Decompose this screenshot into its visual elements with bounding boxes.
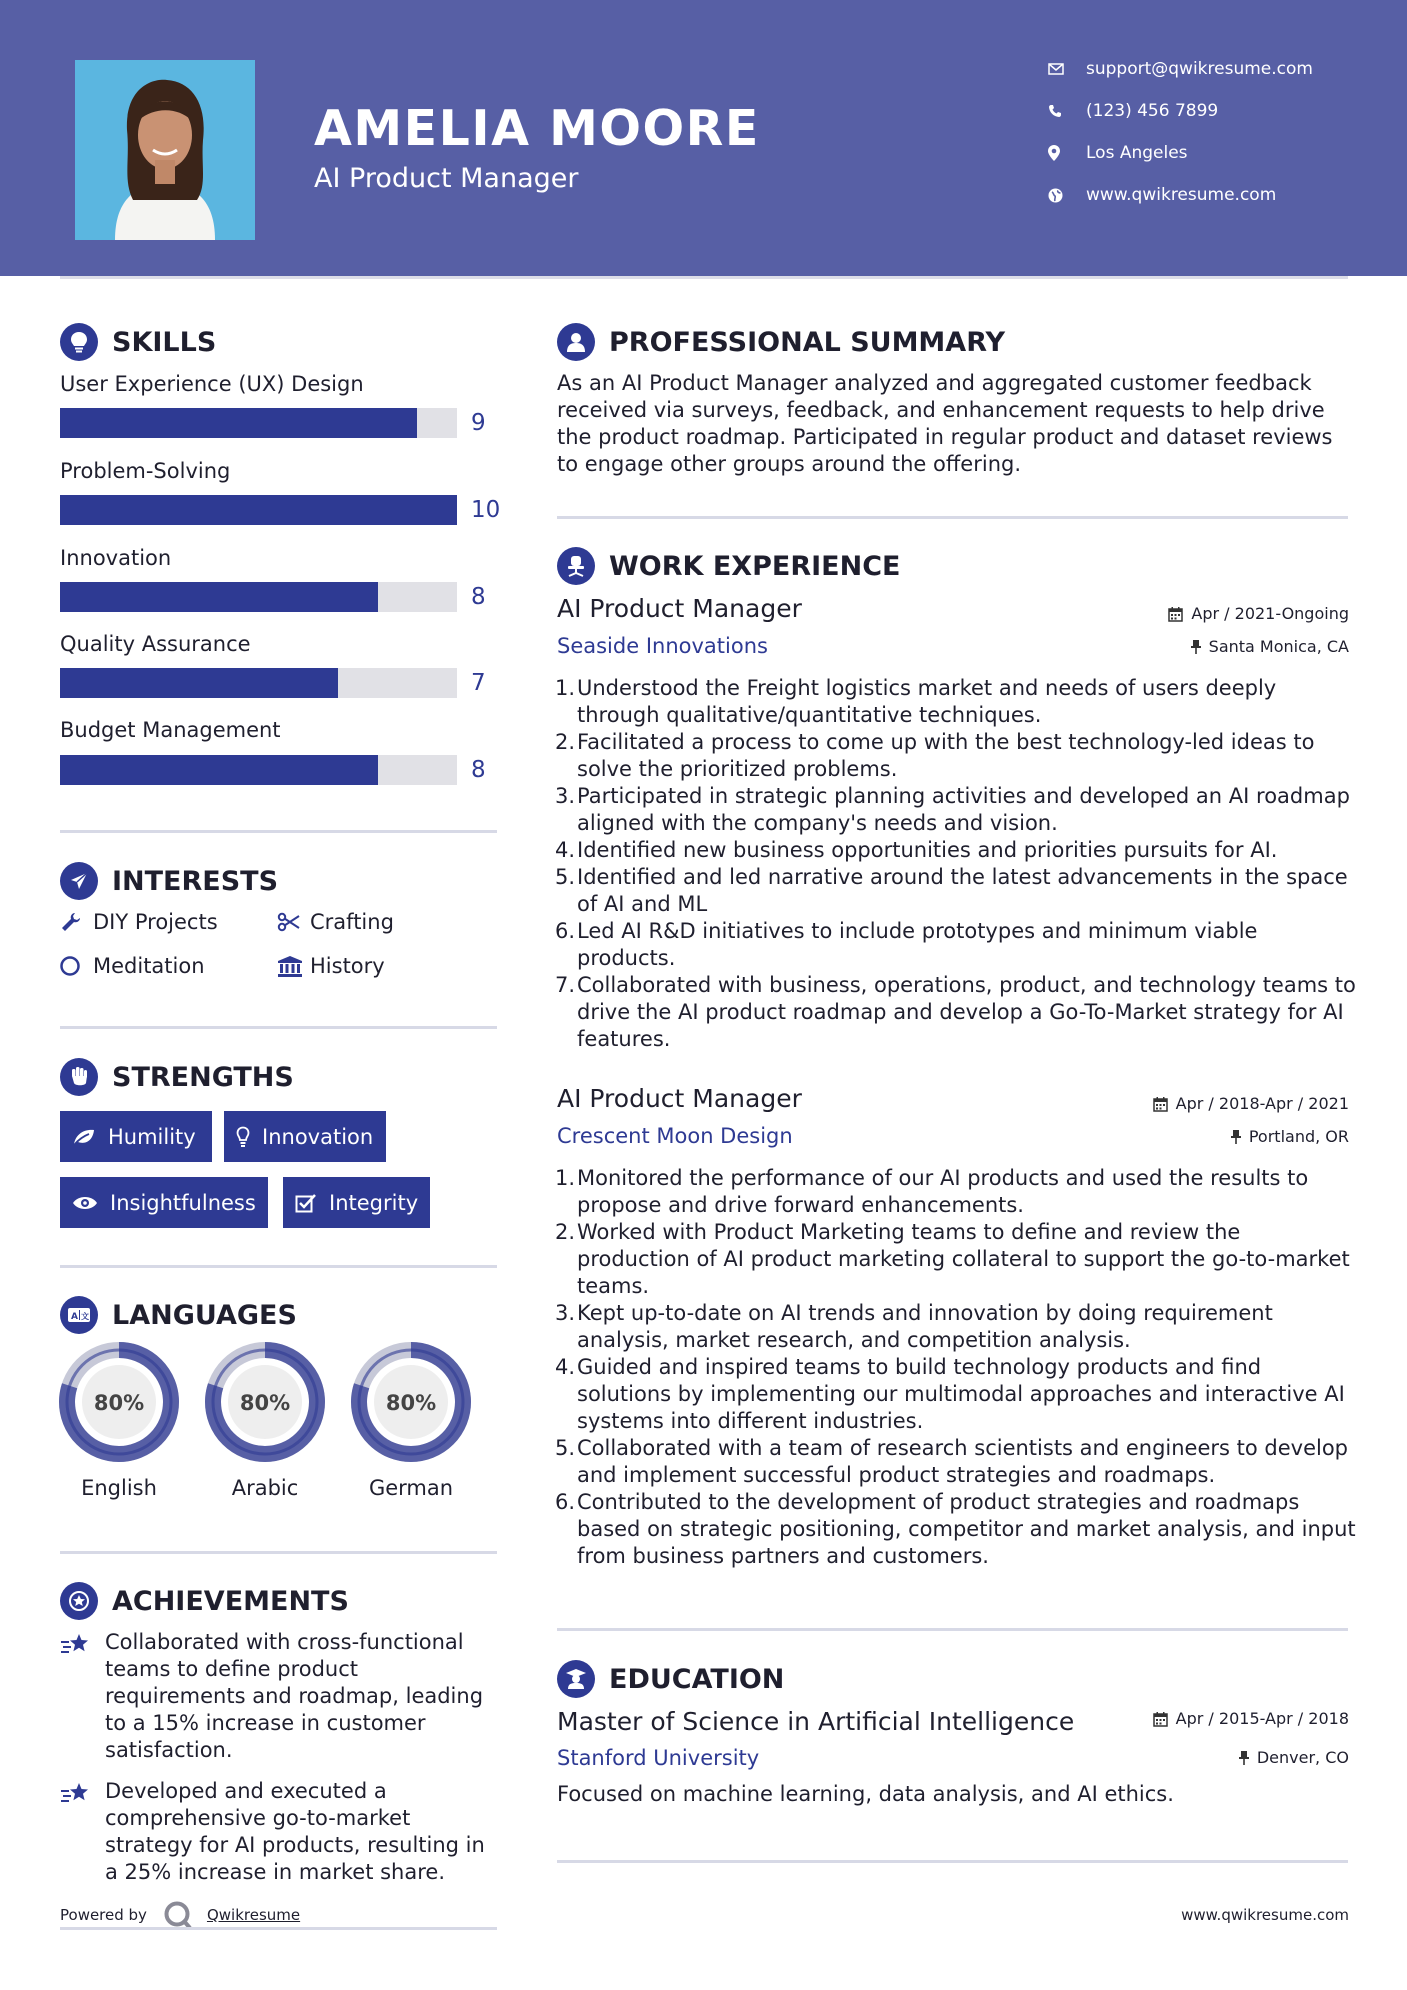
language-percent: 80% (93, 1391, 145, 1415)
interest-item (277, 910, 394, 934)
skill-label: Problem-Solving (60, 459, 231, 483)
pushpin-icon (1231, 1129, 1241, 1145)
language-item (57, 1340, 181, 1500)
skill-value: 10 (471, 497, 501, 523)
skill-bar (60, 668, 457, 698)
header-banner (0, 0, 1407, 276)
language-ring (203, 1340, 327, 1464)
languages-title: LANGUAGES (112, 1299, 297, 1331)
job-location (1231, 1127, 1349, 1146)
envelope-icon (1048, 59, 1086, 79)
job-bullet: 3. Participated in strategic planning activities and developed an AI roadmap aligned with the company's needs and vision. (554, 784, 1350, 835)
powered-by-label: Powered by (60, 1906, 147, 1924)
achievement-text: Collaborated with cross-functional teams to define product requirements and roadmap, leading to a 15% increase in customer satisfaction. (105, 1630, 484, 1762)
interest-label: Meditation (93, 954, 205, 978)
graduate-icon (557, 1660, 595, 1698)
summary-title: PROFESSIONAL SUMMARY (609, 326, 1006, 358)
calendar-icon (1153, 1711, 1168, 1727)
degree-title: Master of Science in Artificial Intelligence (557, 1707, 1075, 1736)
pushpin-icon (1191, 639, 1201, 655)
phone-icon (1048, 101, 1086, 121)
achievement-text: Developed and executed a comprehensive go-to-market strategy for AI products, resulting in a 25% increase in market share. (105, 1779, 485, 1884)
education-dates (1153, 1709, 1349, 1728)
skill-bar-fill (60, 495, 457, 525)
lightbulb-icon (236, 1126, 250, 1148)
job-bullet: 7. Collaborated with business, operations, product, and technology teams to drive the AI product roadmap and develop a Go-To-Market strategy for AI features. (554, 973, 1356, 1051)
education-description: Focused on machine learning, data analysis, and AI ethics. (557, 1782, 1174, 1806)
qwikresume-link[interactable]: Qwikresume (206, 1906, 301, 1924)
job-title: AI Product Manager (557, 594, 802, 623)
experience-heading (557, 547, 900, 585)
star-badge-icon (60, 1582, 98, 1620)
footer-url[interactable]: www.qwikresume.com (1181, 1906, 1349, 1924)
interest-label: DIY Projects (93, 910, 218, 934)
section-divider (557, 1628, 1348, 1631)
circle-icon (60, 955, 93, 977)
phone-text: (123) 456 7899 (1086, 101, 1219, 121)
language-percent: 80% (239, 1391, 291, 1415)
skill-value: 7 (471, 670, 486, 696)
skill-value: 9 (471, 410, 486, 436)
job-location-text: Santa Monica, CA (1208, 637, 1349, 656)
calendar-icon (1168, 606, 1183, 622)
skill-label: Quality Assurance (60, 632, 251, 656)
strength-tag (283, 1177, 430, 1228)
language-ring (57, 1340, 181, 1464)
leaf-icon (72, 1128, 96, 1146)
strength-tag (224, 1111, 386, 1162)
skill-bar (60, 582, 457, 612)
skill-bar (60, 495, 457, 525)
contact-location (1048, 138, 1188, 168)
achievements-title: ACHIEVEMENTS (112, 1585, 349, 1617)
language-item (203, 1340, 327, 1500)
language-name: English (81, 1476, 157, 1500)
interest-item (60, 954, 205, 978)
interest-item (60, 910, 218, 934)
skill-label: Innovation (60, 546, 172, 570)
skill-bar-fill (60, 408, 417, 438)
strength-label: Humility (108, 1124, 196, 1149)
contact-website[interactable] (1048, 180, 1276, 210)
job-bullets (553, 675, 1358, 1053)
strength-label: Insightfulness (110, 1190, 256, 1215)
section-divider (60, 1265, 497, 1268)
strength-tag (60, 1177, 268, 1228)
shooting-star-icon (60, 1629, 105, 1764)
job-bullet: 2. Facilitated a process to come up with the best technology-led ideas to solve the prioritized problems. (554, 730, 1315, 781)
section-divider (60, 1551, 497, 1554)
skills-heading (60, 323, 216, 361)
language-name: German (368, 1476, 454, 1500)
paper-plane-icon (60, 862, 98, 900)
shooting-star-icon (60, 1778, 105, 1886)
skill-bar (60, 755, 457, 785)
achievements-heading (60, 1582, 349, 1620)
job-bullet: 5. Collaborated with a team of research scientists and engineers to develop and implement successful product strategies and roadmaps. (554, 1436, 1349, 1487)
wrench-icon (60, 911, 93, 933)
language-name: Arabic (231, 1476, 299, 1500)
skill-label: Budget Management (60, 718, 281, 742)
candidate-name: AMELIA MOORE (314, 100, 760, 157)
globe-icon (1048, 185, 1086, 205)
skill-bar (60, 408, 457, 438)
company-name: Crescent Moon Design (557, 1124, 793, 1148)
scissors-icon (277, 912, 310, 932)
skill-value: 8 (471, 757, 486, 783)
strengths-heading (60, 1058, 294, 1096)
education-location-text: Denver, CO (1256, 1748, 1349, 1767)
job-dates (1153, 1094, 1349, 1113)
skill-bar-fill (60, 582, 378, 612)
job-bullet: 6. Contributed to the development of product strategies and roadmaps based on strategic positioning, competitor and market analysis, and input from business partners and customers. (554, 1490, 1356, 1568)
footer-divider (60, 1927, 497, 1930)
job-bullet: 4. Identified new business opportunities and priorities pursuits for AI. (554, 838, 1278, 862)
office-chair-icon (557, 547, 595, 585)
job-bullet: 6. Led AI R&D initiatives to include prototypes and minimum viable products. (554, 919, 1258, 970)
section-divider (557, 1860, 1348, 1863)
interest-label: Crafting (310, 910, 394, 934)
summary-heading (557, 323, 1005, 361)
job-location (1191, 637, 1349, 656)
education-location (1239, 1748, 1349, 1767)
job-bullet: 4. Guided and inspired teams to build technology products and find solutions by implementing our multimodal approaches and interactive AI systems into different industries. (554, 1355, 1345, 1433)
email-text: support@qwikresume.com (1086, 59, 1313, 79)
job-dates-text: Apr / 2021-Ongoing (1191, 604, 1349, 623)
experience-title: WORK EXPERIENCE (609, 550, 901, 582)
map-pin-icon (1048, 143, 1086, 163)
skills-title: SKILLS (112, 326, 217, 358)
education-dates-text: Apr / 2015-Apr / 2018 (1175, 1709, 1349, 1728)
calendar-icon (1153, 1096, 1168, 1112)
language-icon (60, 1296, 98, 1334)
strength-label: Innovation (262, 1124, 374, 1149)
summary-text: As an AI Product Manager analyzed and aggregated customer feedback received via surveys, feedback, and enhancement requests to help drive the product roadmap. Participated in regular product and dataset reviews to engage other groups around the offering. (557, 371, 1333, 476)
qwikresume-logo-icon (163, 1900, 193, 1930)
education-title: EDUCATION (609, 1663, 785, 1695)
job-bullet: 5. Identified and led narrative around the latest advancements in the space of AI and ML (554, 865, 1348, 916)
language-percent: 80% (385, 1391, 437, 1415)
achievement-item (60, 1629, 500, 1764)
candidate-title: AI Product Manager (314, 163, 579, 194)
job-bullet: 1. Monitored the performance of our AI products and used the results to propose and drive forward enhancements. (554, 1166, 1309, 1217)
svg-text:A: A (71, 1312, 78, 1322)
job-dates-text: Apr / 2018-Apr / 2021 (1175, 1094, 1349, 1113)
contact-email[interactable] (1048, 54, 1313, 84)
strength-tag (60, 1111, 212, 1162)
language-item (349, 1340, 473, 1500)
interests-heading (60, 862, 278, 900)
strength-label: Integrity (329, 1190, 419, 1215)
education-heading (557, 1660, 784, 1698)
skill-value: 8 (471, 584, 486, 610)
website-text: www.qwikresume.com (1086, 185, 1277, 205)
header-divider (60, 276, 1348, 279)
section-divider (60, 1026, 497, 1029)
job-bullet: 3. Kept up-to-date on AI trends and innovation by doing requirement analysis, market research, and competition analysis. (554, 1301, 1273, 1352)
location-text: Los Angeles (1086, 143, 1188, 163)
language-ring (349, 1340, 473, 1464)
user-icon (557, 323, 595, 361)
bank-icon (277, 955, 310, 977)
job-bullets (553, 1165, 1358, 1570)
eye-icon (72, 1195, 98, 1211)
strengths-title: STRENGTHS (112, 1061, 294, 1093)
languages-heading (60, 1296, 297, 1334)
skill-bar-fill (60, 755, 378, 785)
pushpin-icon (1239, 1750, 1249, 1766)
job-title: AI Product Manager (557, 1084, 802, 1113)
interest-label: History (310, 954, 385, 978)
achievement-item (60, 1778, 500, 1886)
section-divider (60, 830, 497, 833)
school-name: Stanford University (557, 1746, 760, 1770)
job-location-text: Portland, OR (1248, 1127, 1349, 1146)
profile-photo (75, 60, 255, 240)
skill-bar-fill (60, 668, 338, 698)
job-bullet: 2. Worked with Product Marketing teams to define and review the production of AI product marketing collateral to support the go-to-market teams. (554, 1220, 1350, 1298)
job-dates (1168, 604, 1349, 623)
section-divider (557, 516, 1348, 519)
skill-label: User Experience (UX) Design (60, 372, 364, 396)
interests-title: INTERESTS (112, 865, 279, 897)
company-name: Seaside Innovations (557, 634, 768, 658)
powered-by (60, 1900, 300, 1930)
checkbox-icon (295, 1193, 317, 1213)
interest-item (277, 954, 385, 978)
fist-icon (60, 1058, 98, 1096)
job-bullet: 1. Understood the Freight logistics market and needs of users deeply through qualitative/quantitative techniques. (554, 676, 1277, 727)
contact-phone (1048, 96, 1218, 126)
svg-text:文: 文 (81, 1312, 89, 1321)
lightbulb-icon (60, 323, 98, 361)
